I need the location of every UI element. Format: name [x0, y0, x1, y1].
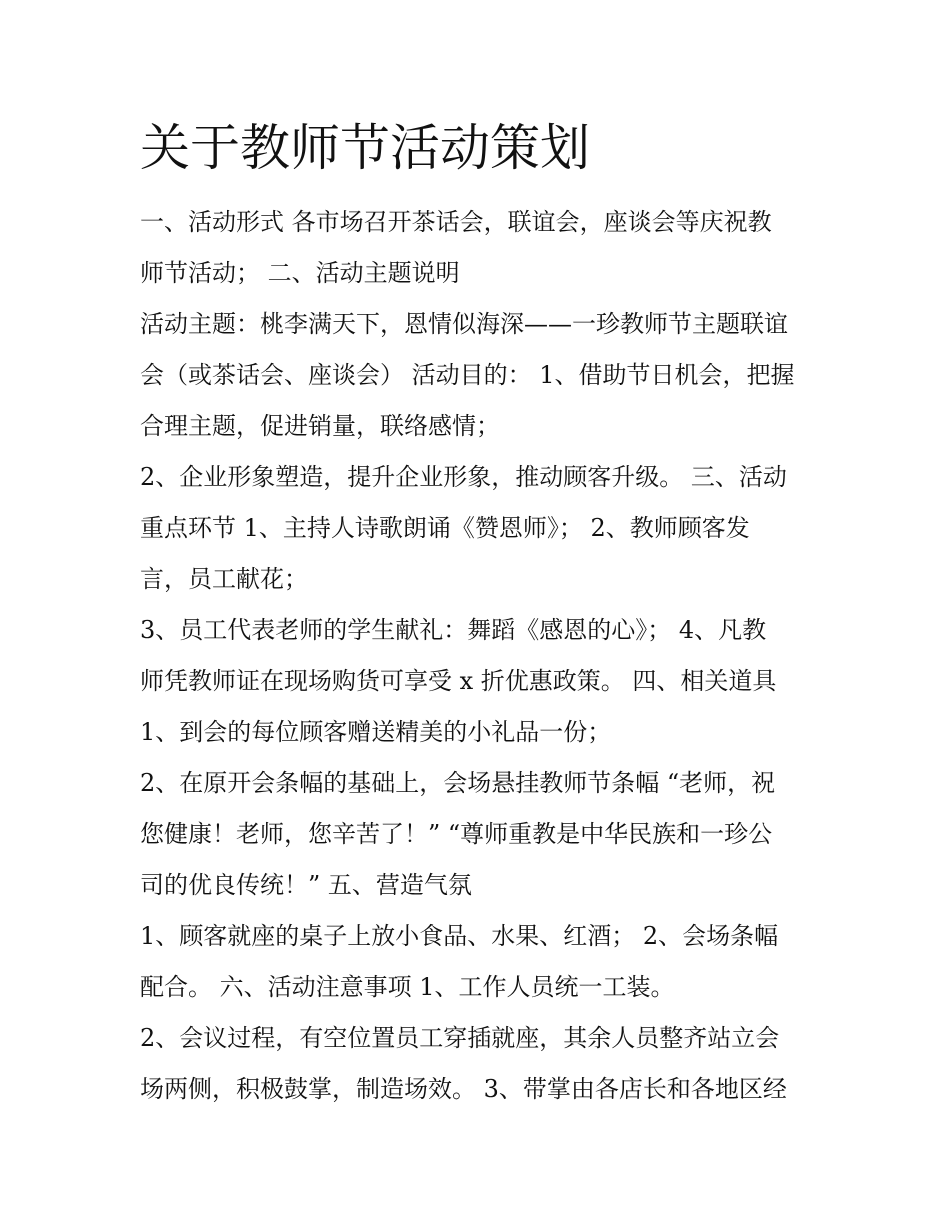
body-line: 重点环节 1、主持人诗歌朗诵《赞恩师》； 2、教师顾客发: [140, 514, 750, 542]
body-line: 一、活动形式 各市场召开茶话会，联谊会，座谈会等庆祝教: [140, 208, 772, 236]
body-line: 配合。 六、活动注意事项 1、工作人员统一工装。: [140, 973, 675, 1001]
body-line: 场两侧，积极鼓掌，制造场效。 3、带掌由各店长和各地区经: [140, 1075, 787, 1103]
body-line: 2、企业形象塑造，提升企业形象，推动顾客升级。 三、活动: [140, 463, 787, 491]
body-line: 3、员工代表老师的学生献礼：舞蹈《感恩的心》； 4、凡教: [140, 616, 767, 644]
body-line: 2、会议过程，有空位置员工穿插就座，其余人员整齐站立会: [140, 1024, 780, 1052]
body-line: 1、到会的每位顾客赠送精美的小礼品一份；: [140, 718, 612, 746]
body-line: 会（或茶话会、座谈会） 活动目的： 1、借助节日机会，把握: [140, 361, 795, 389]
body-line: 您健康！老师，您辛苦了！” “尊师重教是中华民族和一珍公: [140, 820, 773, 848]
body-line: 1、顾客就座的桌子上放小食品、水果、红酒； 2、会场条幅: [140, 922, 779, 950]
body-line: 合理主题，促进销量，联络感情；: [140, 412, 500, 440]
body-line: 言，员工献花；: [140, 565, 308, 593]
body-line: 司的优良传统！” 五、营造气氛: [140, 871, 472, 899]
body-line: 2、在原开会条幅的基础上，会场悬挂教师节条幅 “老师，祝: [140, 769, 776, 797]
body-line: 活动主题：桃李满天下，恩情似海深——一珍教师节主题联谊: [140, 310, 788, 338]
body-line: 师凭教师证在现场购货可享受 x 折优惠政策。 四、相关道具: [140, 667, 777, 695]
document-title: 关于教师节活动策划: [140, 119, 590, 177]
body-line: 师节活动； 二、活动主题说明: [140, 259, 460, 287]
